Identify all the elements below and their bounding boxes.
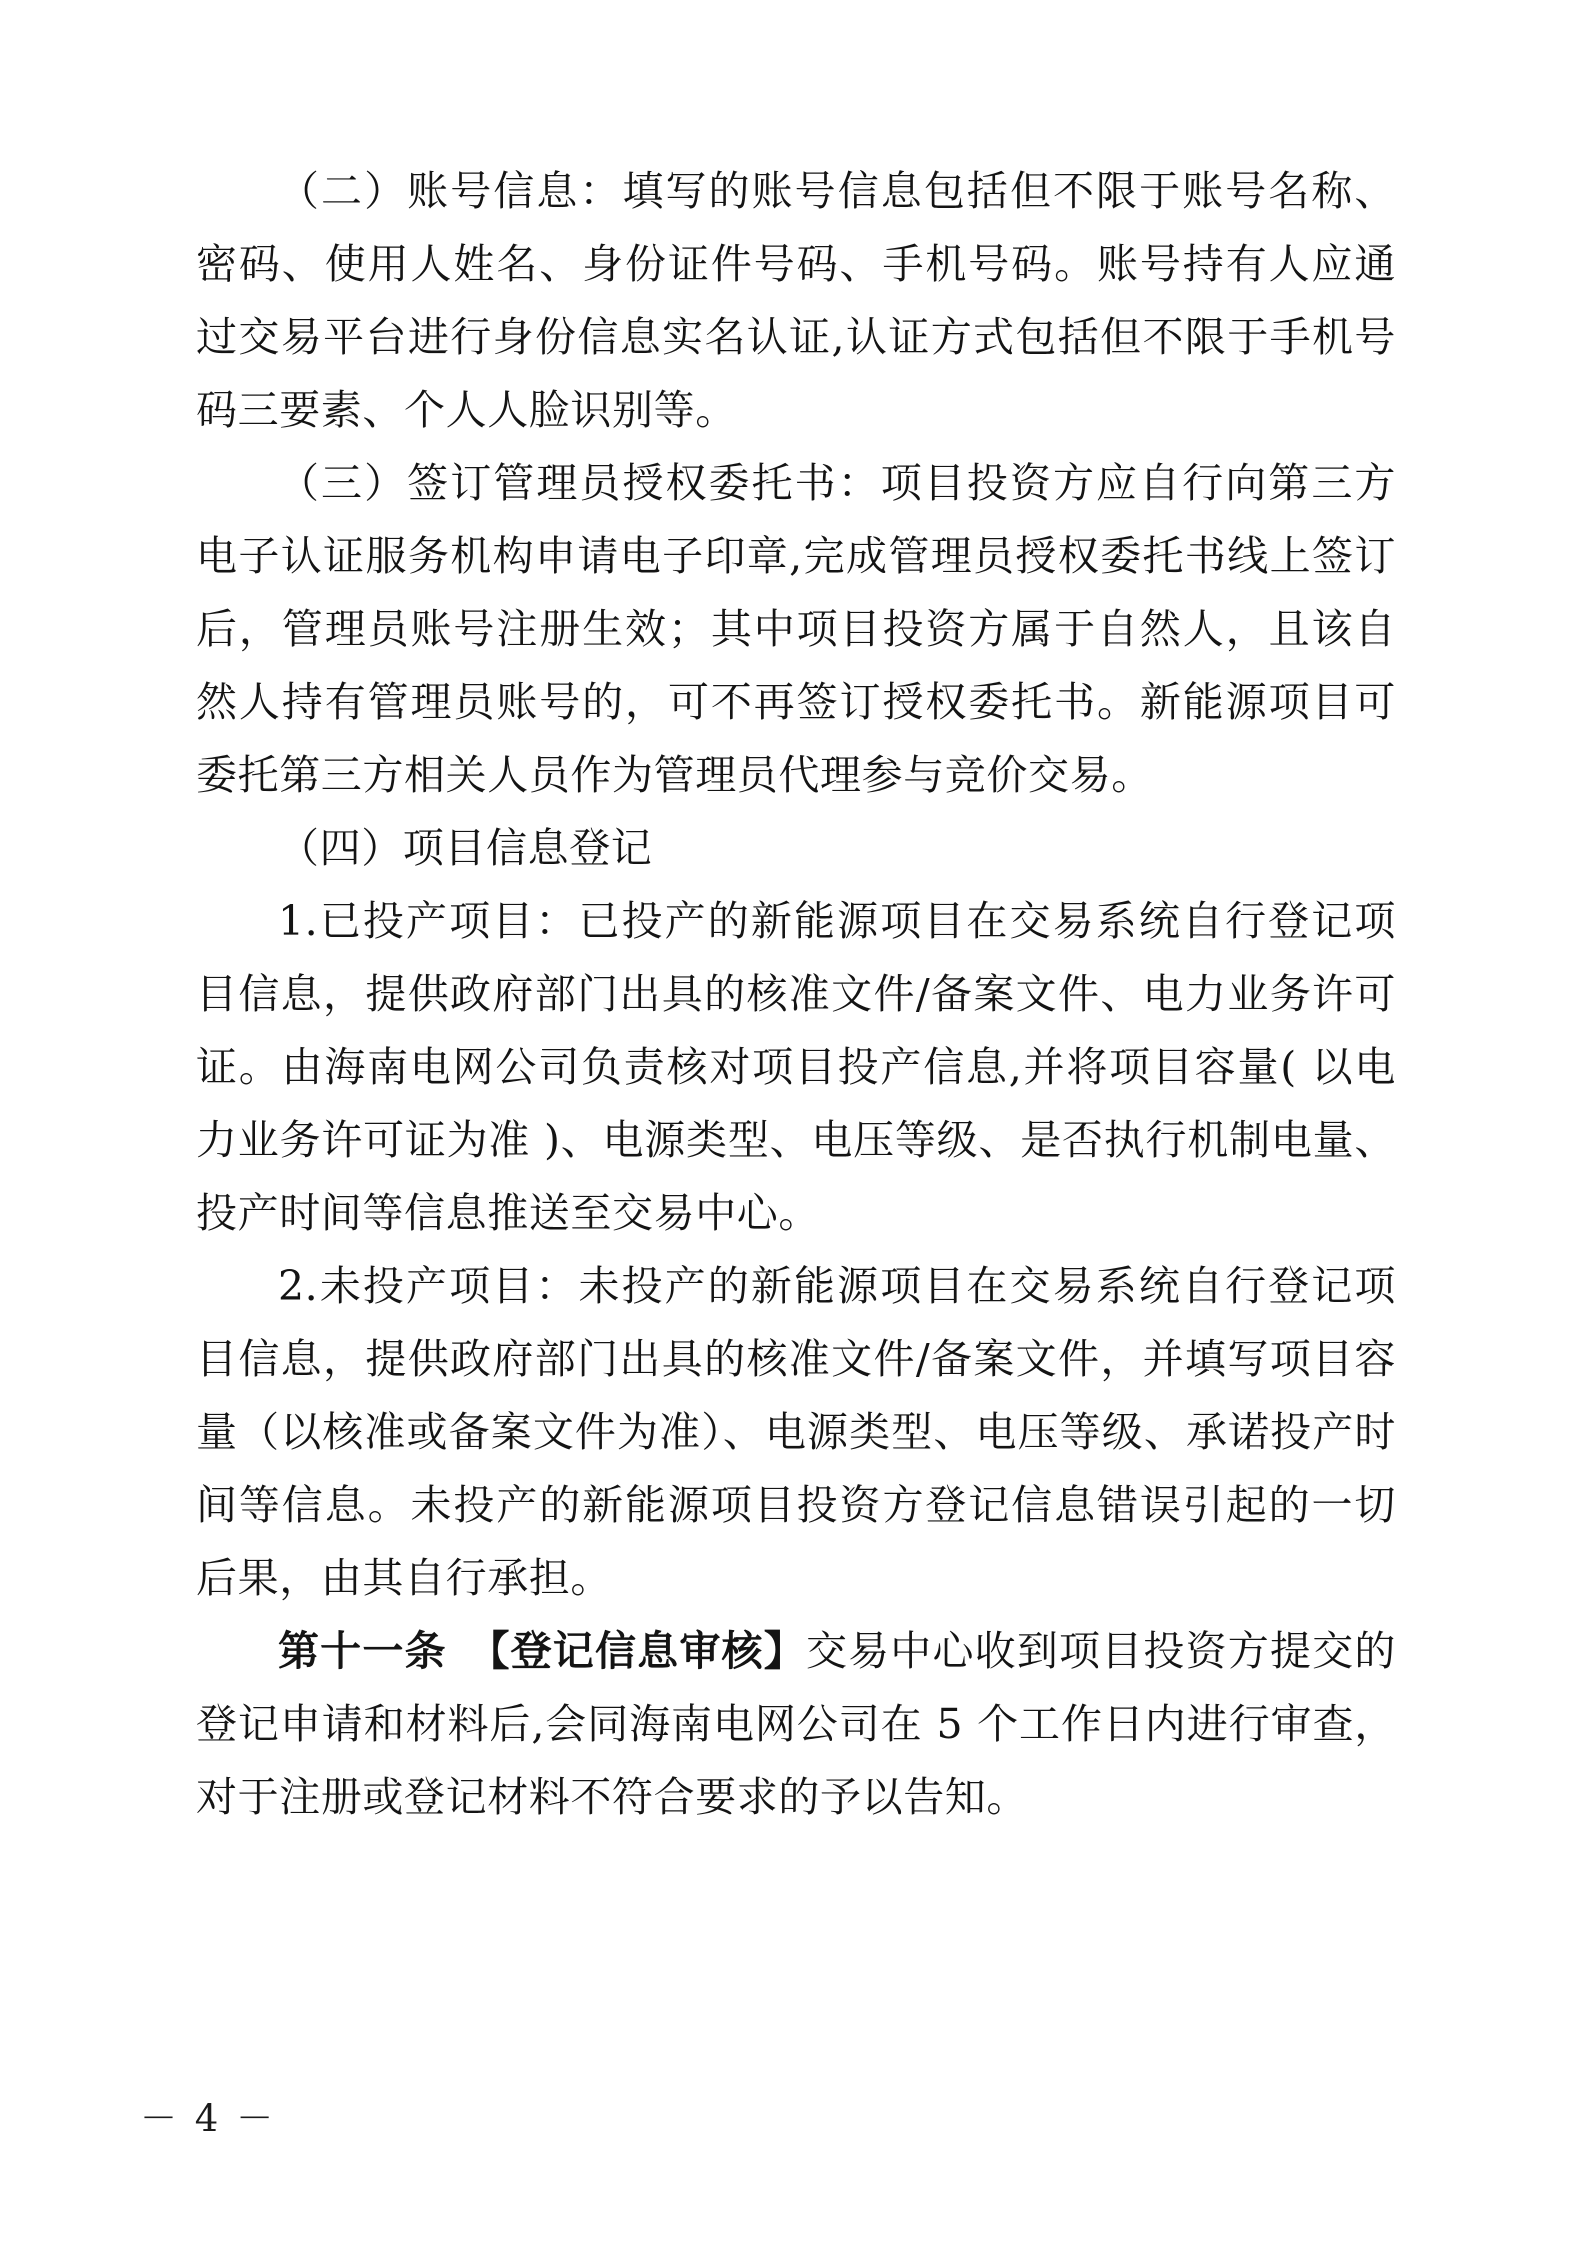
page-content-area [196,155,1396,1834]
paragraph-clause-3-authorization-letter: （三）签订管理员授权委托书：项目投资方应自行向第三方电子认证服务机构申请电子印章,完成管理员授权委托书线上签订后，管理员账号注册生效；其中项目投资方属于自然人，且该自然人持有管理员账号的，可不再签订授权委托书。新能源项目可委托第三方相关人员作为管理员代理参与竞价交易。 [196,459,1396,799]
paragraph-item-2-uncommissioned-project: 2.未投产项目：未投产的新能源项目在交易系统自行登记项目信息，提供政府部门出具的核准文件/备案文件，并填写项目容量（以核准或备案文件为准）、电源类型、电压等级、承诺投产时间等信息。未投产的新能源项目投资方登记信息错误引起的一切后果，由其自行承担。 [196,1262,1396,1602]
article-11-gap [447,1627,489,1675]
paragraph-clause-4-project-registration: （四）项目信息登记 [278,824,653,872]
page-number: － 4 － [140,2097,277,2140]
paragraph-clause-2-account-info: （二）账号信息：填写的账号信息包括但不限于账号名称、密码、使用人姓名、身份证件号码、手机号码。账号持有人应通过交易平台进行身份信息实名认证,认证方式包括但不限于手机号码三要素、个人人脸识别等。 [196,167,1396,434]
paragraph-article-11 [196,1615,1396,1834]
article-11-bracket-title: 【登记信息审核】 [488,1627,806,1675]
article-11-number: 第十一条 [278,1627,447,1675]
article-11-body: 交易中心收到项目投资方提交的登记申请和材料后,会同海南电网公司在 5 个工作日内进行审查，对于注册或登记材料不符合要求的予以告知。 [196,1627,1396,1821]
paragraph-item-1-commissioned-project: 1.已投产项目：已投产的新能源项目在交易系统自行登记项目信息，提供政府部门出具的核准文件/备案文件、电力业务许可证。由海南电网公司负责核对项目投产信息,并将项目容量( 以电力业务许可证为准 )、电源类型、电压等级、是否执行机制电量、投产时间等信息推送至交易中心。 [196,897,1396,1237]
